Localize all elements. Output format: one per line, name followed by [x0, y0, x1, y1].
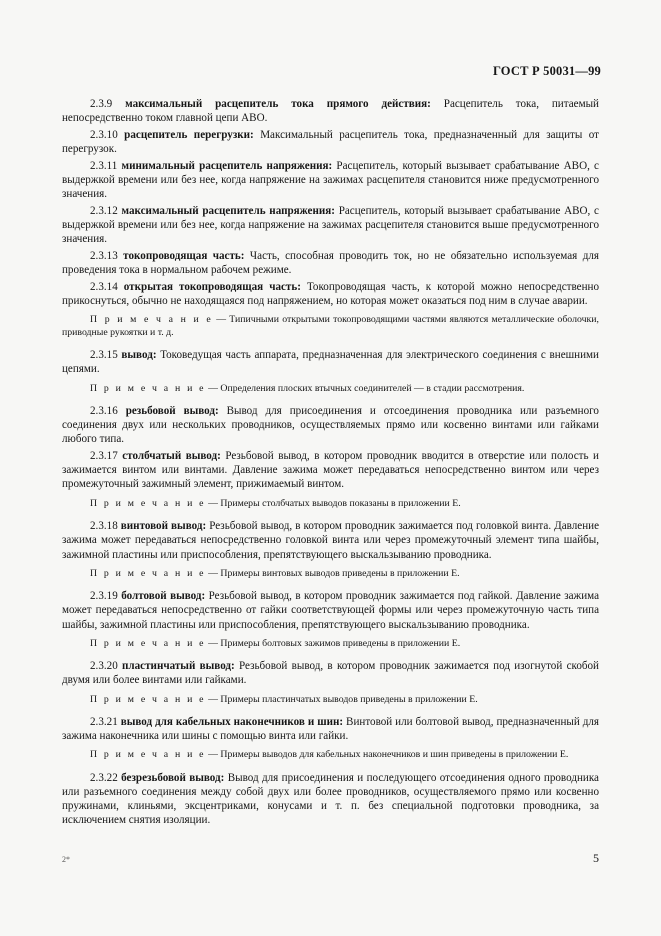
term: столбчатый вывод:: [122, 450, 221, 463]
definition-2-3-19: 2.3.19 болтовой вывод: Резьбовой вывод, в котором проводник зажимается под гайкой. Давление зажима может передаваться непосредственно от гайки соответствующей формы или через промежуточную часть типа шайбы, зажимной пластины или приспособления, препятствующего выскальзыванию проводника.: [62, 590, 600, 631]
definition-2-3-12: 2.3.12 максимальный расцепитель напряжения: Расцепитель, который вызывает срабатывание АВО, с выдержкой времени или без нее, когда напряжение на зажимах расцепителя становится выше предусмотренного значения.: [62, 204, 599, 246]
note: П р и м е ч а н и е — Типичными открытыми токопроводящими частями являются металлические оболочки, приводные рукоятки и т. д.: [62, 314, 599, 338]
definition-2-3-13: 2.3.13 токопроводящая часть: Часть, способная проводить ток, но не обязательно используемая для проведения тока в нормальном рабочем режиме.: [62, 250, 599, 277]
footer-sheet-mark: 2*: [62, 855, 70, 864]
term: вывод:: [121, 349, 157, 362]
document-body: [62, 97, 599, 830]
document-header-title: ГОСТ Р 50031—99: [492, 64, 601, 78]
definition-2-3-21: 2.3.21 вывод для кабельных наконечников и шин: Винтовой или болтовой вывод, предназначенный для зажима наконечника или шины с помощью винта или гайки.: [62, 715, 600, 743]
definition-2-3-14: 2.3.14 открытая токопроводящая часть: Токопроводящая часть, к которой можно непосредственно прикоснуться, обычно не находящаяся под напряжением, но которая может оказаться под ним в случае аварии.: [62, 280, 600, 308]
term: расцепитель перегрузки:: [124, 128, 254, 141]
note: П р и м е ч а н и е — Определения плоских втычных соединителей — в стадии рассмотрения.: [90, 382, 525, 394]
note: П р и м е ч а н и е — Примеры пластинчатых выводов приведены в приложении Е.: [90, 693, 478, 705]
definition-2-3-17: 2.3.17 столбчатый вывод: Резьбовой вывод, в котором проводник вводится в отверстие или полость и зажимается винтом или винтами. Давление зажима может передаваться непосредственно винтом или через промежуточный зажимный элемент, прижимаемый винтом.: [62, 450, 599, 491]
definition-2-3-9: 2.3.9 максимальный расцепитель тока прямого действия: Расцепитель тока, питаемый непосредственно током главной цепи АВО.: [62, 98, 599, 125]
page-number: 5: [593, 851, 599, 865]
definition-2-3-20: 2.3.20 пластинчатый вывод: Резьбовой вывод, в котором проводник зажимается под изогнутой скобой двумя или более винтами или гайками.: [62, 660, 599, 687]
term: винтовой вывод:: [120, 520, 207, 533]
definition-2-3-15: 2.3.15 вывод: Токоведущая часть аппарата, предназначенная для электрического соединения с внешними цепями.: [62, 349, 599, 376]
term: максимальный расцепитель тока прямого действия:: [125, 98, 431, 110]
definition-2-3-16: 2.3.16 резьбовой вывод: Вывод для присоединения и отсоединения проводника или разъемного соединения двух или нескольких проводников, осуществляемых прямо или косвенно винтами или гайками любого типа.: [62, 404, 599, 446]
term: безрезьбовой вывод:: [121, 771, 225, 784]
note: П р и м е ч а н и е — Примеры винтовых выводов приведены в приложении Е.: [90, 567, 460, 579]
definition-2-3-22: 2.3.22 безрезьбовой вывод: Вывод для присоединения и последующего отсоединения одного проводника или разъемного соединения между собой двух или более проводников, осуществляемого прямо или косвенно пружинами, клиньями, эксцентриками, конусами и т. п. без специальной подготовки проводника, за исключением снятия изоляции.: [62, 771, 599, 827]
note: П р и м е ч а н и е — Примеры выводов для кабельных наконечников и шин приведены в приложении Е.: [90, 749, 569, 761]
term: открытая токопроводящая часть:: [123, 280, 301, 293]
term: пластинчатый вывод:: [122, 660, 235, 673]
term: резьбовой вывод:: [125, 404, 219, 417]
term: минимальный расцепитель напряжения:: [121, 159, 333, 172]
definition-2-3-18: 2.3.18 винтовой вывод: Резьбовой вывод, в котором проводник зажимается под головкой винта. Давление зажима может передаваться непосредственно головкой винта или через промежуточный элемент типа шайбы, зажимной пластины или приспособления, препятствующего выскальзыванию проводника.: [62, 520, 600, 561]
term: болтовой вывод:: [121, 590, 206, 603]
note: П р и м е ч а н и е — Примеры столбчатых выводов показаны в приложении Е.: [90, 497, 461, 509]
term: вывод для кабельных наконечников и шин:: [120, 715, 344, 728]
term: максимальный расцепитель напряжения:: [121, 204, 335, 217]
definition-2-3-11: 2.3.11 минимальный расцепитель напряжения: Расцепитель, который вызывает срабатывание АВО, с выдержкой времени или без нее, когда напряжение на зажимах расцепителя становится ниже предусмотренного значения.: [62, 159, 599, 201]
definition-2-3-10: 2.3.10 расцепитель перегрузки: Максимальный расцепитель тока, предназначенный для защиты от перегрузок.: [62, 128, 600, 156]
note: П р и м е ч а н и е — Примеры болтовых зажимов приведены в приложении Е.: [90, 637, 461, 649]
term: токопроводящая часть:: [123, 250, 245, 263]
